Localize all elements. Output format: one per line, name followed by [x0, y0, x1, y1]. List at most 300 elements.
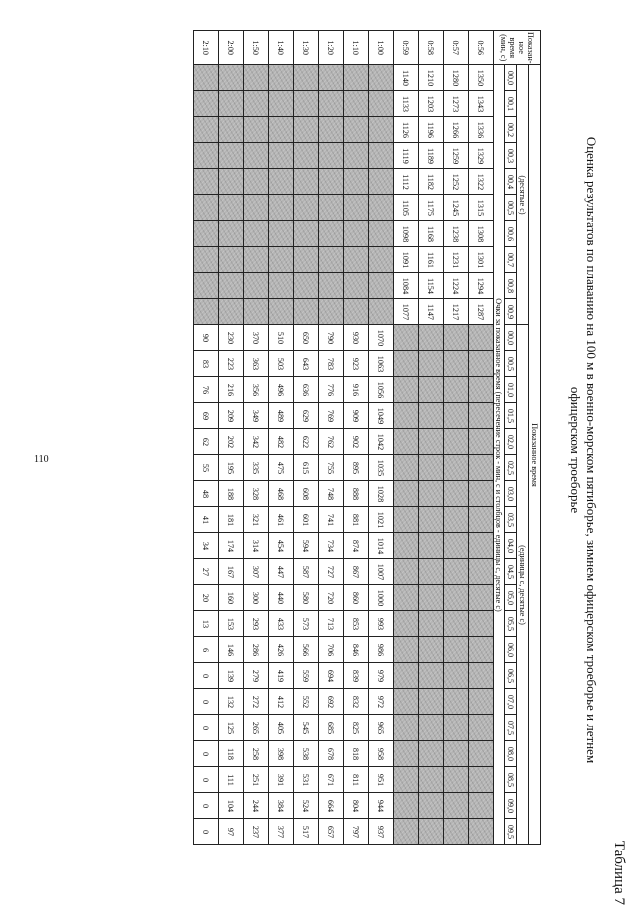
column-header-tenth: 00,2	[505, 117, 517, 143]
points-cell: 146	[219, 637, 244, 663]
points-cell: 776	[319, 377, 344, 403]
shaded-cell	[269, 91, 294, 117]
points-cell: 384	[269, 793, 294, 819]
points-cell: 1301	[469, 247, 494, 273]
points-cell: 545	[294, 715, 319, 741]
shaded-cell	[394, 741, 419, 767]
shaded-cell	[419, 689, 444, 715]
points-cell: 41	[194, 507, 219, 533]
shaded-cell	[269, 117, 294, 143]
points-cell: 748	[319, 481, 344, 507]
shaded-cell	[444, 507, 469, 533]
points-cell: 433	[269, 611, 294, 637]
points-cell: 867	[344, 559, 369, 585]
shaded-cell	[194, 195, 219, 221]
shaded-cell	[194, 91, 219, 117]
shaded-cell	[419, 377, 444, 403]
points-cell: 580	[294, 585, 319, 611]
points-cell: 76	[194, 377, 219, 403]
rotated-content	[80, 0, 625, 905]
shaded-cell	[244, 299, 269, 325]
points-cell: 167	[219, 559, 244, 585]
shaded-cell	[294, 221, 319, 247]
shaded-cell	[469, 351, 494, 377]
column-header-tenth: 00,1	[505, 91, 517, 117]
column-header-tenth: 00,3	[505, 143, 517, 169]
points-cell: 300	[244, 585, 269, 611]
points-cell: 510	[269, 325, 294, 351]
points-cell: 461	[269, 507, 294, 533]
shaded-cell	[419, 351, 444, 377]
shaded-cell	[194, 273, 219, 299]
points-cell: 1084	[394, 273, 419, 299]
shaded-cell	[394, 637, 419, 663]
shaded-cell	[219, 221, 244, 247]
shaded-cell	[269, 169, 294, 195]
points-cell: 244	[244, 793, 269, 819]
shaded-cell	[469, 715, 494, 741]
points-cell: 909	[344, 403, 369, 429]
shaded-cell	[394, 767, 419, 793]
column-header-tenth: 00,4	[505, 169, 517, 195]
points-cell: 258	[244, 741, 269, 767]
points-cell: 524	[294, 793, 319, 819]
points-cell: 804	[344, 793, 369, 819]
shaded-cell	[244, 91, 269, 117]
table-row	[269, 31, 294, 845]
shaded-cell	[394, 611, 419, 637]
points-cell: 1105	[394, 195, 419, 221]
points-cell: 951	[369, 767, 394, 793]
row-time: 0:59	[394, 31, 419, 65]
shaded-cell	[444, 351, 469, 377]
points-cell: 0	[194, 715, 219, 741]
shaded-cell	[394, 663, 419, 689]
points-cell: 195	[219, 455, 244, 481]
points-cell: 608	[294, 481, 319, 507]
points-cell: 860	[344, 585, 369, 611]
shaded-cell	[444, 715, 469, 741]
points-cell: 706	[319, 637, 344, 663]
points-cell: 174	[219, 533, 244, 559]
points-cell: 216	[219, 377, 244, 403]
points-cell: 643	[294, 351, 319, 377]
shaded-cell	[219, 117, 244, 143]
points-cell: 286	[244, 637, 269, 663]
column-header-unit: 05,0	[505, 585, 517, 611]
column-header-unit: 03,5	[505, 507, 517, 533]
shaded-cell	[419, 481, 444, 507]
shaded-cell	[344, 299, 369, 325]
column-header-tenth: 00,5	[505, 195, 517, 221]
points-cell: 678	[319, 741, 344, 767]
shaded-cell	[194, 299, 219, 325]
points-cell: 797	[344, 819, 369, 845]
shaded-cell	[319, 143, 344, 169]
column-header-tenth: 00,8	[505, 273, 517, 299]
column-header-unit: 03,0	[505, 481, 517, 507]
shaded-cell	[344, 169, 369, 195]
shaded-cell	[419, 767, 444, 793]
points-cell: 1014	[369, 533, 394, 559]
points-cell: 895	[344, 455, 369, 481]
shaded-cell	[294, 195, 319, 221]
shaded-cell	[469, 637, 494, 663]
points-cell: 6	[194, 637, 219, 663]
shaded-cell	[444, 767, 469, 793]
points-cell: 0	[194, 767, 219, 793]
column-header-unit: 01,5	[505, 403, 517, 429]
shaded-cell	[394, 325, 419, 351]
points-cell: 1049	[369, 403, 394, 429]
points-cell: 237	[244, 819, 269, 845]
shaded-cell	[344, 143, 369, 169]
column-header-unit: 02,5	[505, 455, 517, 481]
shaded-cell	[244, 273, 269, 299]
points-cell: 1077	[394, 299, 419, 325]
shaded-cell	[394, 585, 419, 611]
points-cell: 83	[194, 351, 219, 377]
shaded-cell	[219, 65, 244, 91]
points-cell: 839	[344, 663, 369, 689]
shaded-cell	[469, 377, 494, 403]
shaded-cell	[469, 455, 494, 481]
shaded-cell	[394, 351, 419, 377]
points-cell: 447	[269, 559, 294, 585]
shaded-cell	[469, 585, 494, 611]
points-cell: 1042	[369, 429, 394, 455]
points-cell: 636	[294, 377, 319, 403]
points-cell: 468	[269, 481, 294, 507]
row-time: 1:10	[344, 31, 369, 65]
column-header-unit: 06,5	[505, 663, 517, 689]
shaded-cell	[444, 741, 469, 767]
points-cell: 1168	[419, 221, 444, 247]
points-cell: 594	[294, 533, 319, 559]
column-header-unit: 00,5	[505, 351, 517, 377]
shaded-cell	[419, 403, 444, 429]
header-time-col: Показан-ное время (мин, с)	[494, 31, 541, 65]
shaded-cell	[369, 169, 394, 195]
points-cell: 27	[194, 559, 219, 585]
shaded-cell	[394, 715, 419, 741]
points-cell: 1231	[444, 247, 469, 273]
points-cell: 398	[269, 741, 294, 767]
points-cell: 692	[319, 689, 344, 715]
points-cell: 818	[344, 741, 369, 767]
points-cell: 55	[194, 455, 219, 481]
shaded-cell	[444, 559, 469, 585]
points-cell: 1140	[394, 65, 419, 91]
points-cell: 944	[369, 793, 394, 819]
row-time: 2:10	[194, 31, 219, 65]
shaded-cell	[469, 767, 494, 793]
shaded-cell	[469, 819, 494, 845]
shaded-cell	[444, 637, 469, 663]
points-cell: 741	[319, 507, 344, 533]
points-cell: 923	[344, 351, 369, 377]
column-header-unit: 01,0	[505, 377, 517, 403]
shaded-cell	[269, 221, 294, 247]
points-cell: 1224	[444, 273, 469, 299]
points-cell: 853	[344, 611, 369, 637]
points-cell: 328	[244, 481, 269, 507]
column-header-unit: 02,0	[505, 429, 517, 455]
points-cell: 1126	[394, 117, 419, 143]
points-cell: 1315	[469, 195, 494, 221]
shaded-cell	[344, 221, 369, 247]
points-cell: 1266	[444, 117, 469, 143]
points-cell: 694	[319, 663, 344, 689]
shaded-cell	[469, 429, 494, 455]
shaded-cell	[419, 559, 444, 585]
points-cell: 356	[244, 377, 269, 403]
shaded-cell	[469, 663, 494, 689]
points-cell: 615	[294, 455, 319, 481]
column-header-unit: 05,5	[505, 611, 517, 637]
shaded-cell	[344, 65, 369, 91]
shaded-cell	[269, 195, 294, 221]
shaded-cell	[194, 65, 219, 91]
points-cell: 321	[244, 507, 269, 533]
points-cell: 727	[319, 559, 344, 585]
points-cell: 0	[194, 741, 219, 767]
points-cell: 1182	[419, 169, 444, 195]
row-time: 0:58	[419, 31, 444, 65]
points-cell: 790	[319, 325, 344, 351]
shaded-cell	[469, 481, 494, 507]
points-cell: 916	[344, 377, 369, 403]
points-cell: 783	[319, 351, 344, 377]
points-cell: 755	[319, 455, 344, 481]
points-cell: 1189	[419, 143, 444, 169]
column-header-unit: 04,0	[505, 533, 517, 559]
points-cell: 1350	[469, 65, 494, 91]
points-cell: 363	[244, 351, 269, 377]
column-header-tenth: 00,9	[505, 299, 517, 325]
shaded-cell	[419, 429, 444, 455]
points-cell: 139	[219, 663, 244, 689]
points-cell: 419	[269, 663, 294, 689]
points-cell: 0	[194, 793, 219, 819]
shaded-cell	[219, 169, 244, 195]
points-cell: 671	[319, 767, 344, 793]
points-cell: 272	[244, 689, 269, 715]
table-row	[444, 31, 469, 845]
table-row	[469, 31, 494, 845]
shaded-cell	[369, 65, 394, 91]
points-cell: 1007	[369, 559, 394, 585]
shaded-cell	[194, 221, 219, 247]
points-cell: 1035	[369, 455, 394, 481]
shaded-cell	[244, 65, 269, 91]
shaded-cell	[219, 299, 244, 325]
column-header-unit: 04,5	[505, 559, 517, 585]
shaded-cell	[344, 273, 369, 299]
points-cell: 1063	[369, 351, 394, 377]
shaded-cell	[444, 819, 469, 845]
shaded-cell	[369, 143, 394, 169]
table-row	[344, 31, 369, 845]
shaded-cell	[294, 169, 319, 195]
points-cell: 1343	[469, 91, 494, 117]
shaded-cell	[294, 65, 319, 91]
points-cell: 454	[269, 533, 294, 559]
points-cell: 132	[219, 689, 244, 715]
points-cell: 265	[244, 715, 269, 741]
points-cell: 0	[194, 689, 219, 715]
points-cell: 496	[269, 377, 294, 403]
shaded-cell	[444, 481, 469, 507]
points-cell: 111	[219, 767, 244, 793]
table-row	[244, 31, 269, 845]
shaded-cell	[244, 195, 269, 221]
points-cell: 650	[294, 325, 319, 351]
shaded-cell	[344, 247, 369, 273]
table-row	[419, 31, 444, 845]
column-headers	[505, 31, 517, 845]
points-cell: 181	[219, 507, 244, 533]
column-header-unit: 08,5	[505, 767, 517, 793]
points-cell: 391	[269, 767, 294, 793]
shaded-cell	[444, 533, 469, 559]
table-title	[567, 130, 599, 770]
shaded-cell	[394, 403, 419, 429]
points-cell: 125	[219, 715, 244, 741]
points-cell: 251	[244, 767, 269, 793]
points-cell: 664	[319, 793, 344, 819]
points-cell: 1203	[419, 91, 444, 117]
shaded-cell	[469, 325, 494, 351]
points-cell: 1245	[444, 195, 469, 221]
points-cell: 20	[194, 585, 219, 611]
shaded-cell	[194, 247, 219, 273]
points-cell: 874	[344, 533, 369, 559]
shaded-cell	[319, 247, 344, 273]
points-cell: 1322	[469, 169, 494, 195]
title-line-1: Оценка результатов по плаванию на 100 м в военно-морском пятиборье, зимнем офицерском троеборье и летнем	[584, 136, 599, 764]
table-body	[194, 31, 494, 845]
shaded-cell	[444, 611, 469, 637]
shaded-cell	[244, 169, 269, 195]
rotated-page	[80, 0, 625, 905]
points-cell: 769	[319, 403, 344, 429]
points-cell: 34	[194, 533, 219, 559]
points-cell: 1021	[369, 507, 394, 533]
points-cell: 888	[344, 481, 369, 507]
points-cell: 1308	[469, 221, 494, 247]
results-table	[193, 30, 541, 845]
shaded-cell	[419, 637, 444, 663]
points-cell: 531	[294, 767, 319, 793]
shaded-cell	[419, 741, 444, 767]
shaded-cell	[469, 689, 494, 715]
row-time: 1:00	[369, 31, 394, 65]
row-time: 1:40	[269, 31, 294, 65]
shaded-cell	[369, 221, 394, 247]
shaded-cell	[294, 247, 319, 273]
shaded-cell	[394, 507, 419, 533]
header-shown-time: Показанное время	[529, 65, 541, 845]
points-cell: 1098	[394, 221, 419, 247]
shaded-cell	[394, 481, 419, 507]
shaded-cell	[394, 377, 419, 403]
points-cell: 937	[369, 819, 394, 845]
shaded-cell	[444, 429, 469, 455]
row-time: 1:20	[319, 31, 344, 65]
points-cell: 405	[269, 715, 294, 741]
shaded-cell	[219, 195, 244, 221]
points-cell: 1294	[469, 273, 494, 299]
points-cell: 622	[294, 429, 319, 455]
shaded-cell	[369, 273, 394, 299]
shaded-cell	[444, 793, 469, 819]
shaded-cell	[444, 377, 469, 403]
shaded-cell	[194, 117, 219, 143]
shaded-cell	[444, 689, 469, 715]
points-cell: 720	[319, 585, 344, 611]
points-cell: 1056	[369, 377, 394, 403]
shaded-cell	[469, 741, 494, 767]
points-cell: 69	[194, 403, 219, 429]
shaded-cell	[469, 507, 494, 533]
shaded-cell	[419, 455, 444, 481]
points-cell: 412	[269, 689, 294, 715]
points-cell: 965	[369, 715, 394, 741]
points-cell: 223	[219, 351, 244, 377]
points-cell: 202	[219, 429, 244, 455]
points-cell: 426	[269, 637, 294, 663]
points-cell: 1028	[369, 481, 394, 507]
title-line-2: офицерском троеборье	[568, 386, 583, 514]
points-cell: 601	[294, 507, 319, 533]
points-cell: 349	[244, 403, 269, 429]
column-header-tenth: 00,0	[505, 65, 517, 91]
shaded-cell	[419, 715, 444, 741]
shaded-cell	[219, 273, 244, 299]
points-cell: 1252	[444, 169, 469, 195]
shaded-cell	[469, 793, 494, 819]
points-cell: 832	[344, 689, 369, 715]
column-header-unit: 09,5	[505, 819, 517, 845]
shaded-cell	[419, 793, 444, 819]
shaded-cell	[419, 663, 444, 689]
points-cell: 314	[244, 533, 269, 559]
points-cell: 552	[294, 689, 319, 715]
points-cell: 972	[369, 689, 394, 715]
points-cell: 342	[244, 429, 269, 455]
shaded-cell	[294, 143, 319, 169]
points-cell: 993	[369, 611, 394, 637]
shaded-cell	[319, 117, 344, 143]
points-cell: 440	[269, 585, 294, 611]
points-cell: 1161	[419, 247, 444, 273]
points-cell: 307	[244, 559, 269, 585]
shaded-cell	[419, 819, 444, 845]
points-cell: 1175	[419, 195, 444, 221]
points-cell: 209	[219, 403, 244, 429]
shaded-cell	[319, 195, 344, 221]
shaded-cell	[344, 91, 369, 117]
points-cell: 370	[244, 325, 269, 351]
shaded-cell	[469, 559, 494, 585]
points-cell: 377	[269, 819, 294, 845]
shaded-cell	[344, 117, 369, 143]
row-time: 0:57	[444, 31, 469, 65]
page-number: 110	[34, 454, 49, 465]
shaded-cell	[269, 65, 294, 91]
points-cell: 713	[319, 611, 344, 637]
